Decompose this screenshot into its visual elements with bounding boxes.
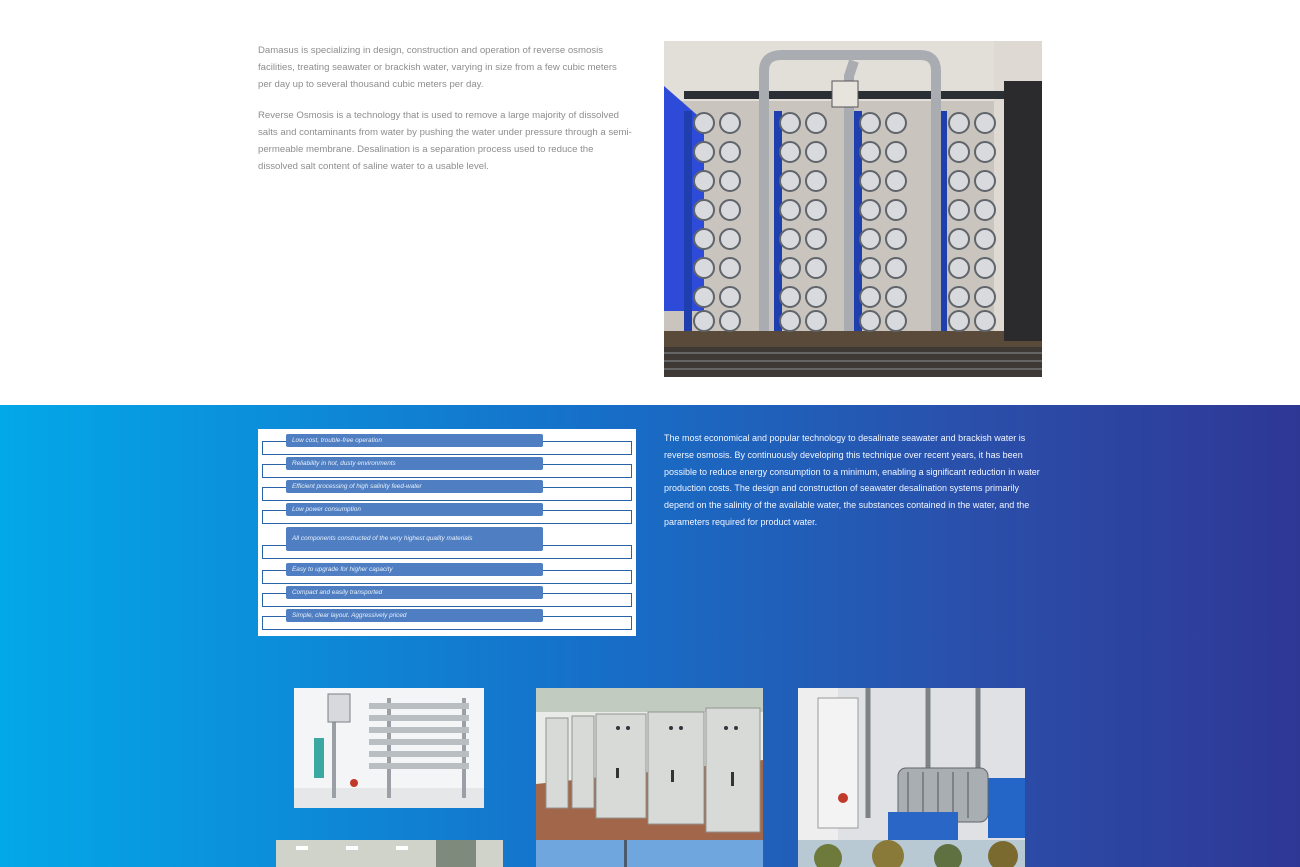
outdoor-site-photo	[536, 840, 763, 867]
feature-item	[262, 456, 632, 478]
feature-label: Efficient processing of high salinity feed-water	[286, 480, 543, 493]
reverse-osmosis-membrane-rack-photo	[664, 41, 1042, 377]
feature-item	[262, 502, 632, 524]
features-panel	[258, 429, 636, 636]
feature-label: Simple, clear layout. Aggressively priced	[286, 609, 543, 622]
pump-motor-photo	[798, 688, 1025, 840]
feature-item	[262, 585, 632, 607]
feature-label: Low power consumption	[286, 503, 543, 516]
facility-interior-photo	[276, 840, 503, 867]
feature-label: Easy to upgrade for higher capacity	[286, 563, 543, 576]
compact-ro-unit-photo	[294, 688, 484, 808]
feature-item	[262, 608, 632, 630]
technology-description: The most economical and popular technology to desalinate seawater and brackish water is reverse osmosis. By continuously developing this technique over recent years, it has been possible to reduce energy consumption to a minimum, enabling a significant reduction in water production costs. The design and construction of seawater desalination systems primarily depend on the salinity of the available water, the substances contained in the water, and the parameters required for product water.	[664, 433, 1040, 527]
feature-item	[262, 562, 632, 584]
intro-text	[258, 42, 633, 189]
feature-label: Low cost, trouble-free operation	[286, 434, 543, 447]
control-panels-photo	[536, 688, 763, 840]
feature-label: Reliability in hot, dusty environments	[286, 457, 543, 470]
feature-label: All components constructed of the very highest quality materials	[286, 527, 543, 551]
intro-section	[0, 0, 1300, 405]
feature-item	[262, 479, 632, 501]
trees-site-photo	[798, 840, 1025, 867]
intro-paragraph-2: Reverse Osmosis is a technology that is used to remove a large majority of dissolved salts and contaminants from water by pushing the water under pressure through a semi-permeable membrane. Desalination is a separation process used to reduce the dissolved salt content of saline water to a usable level.	[258, 110, 632, 172]
feature-label: Compact and easily transported	[286, 586, 543, 599]
feature-item	[262, 526, 632, 560]
feature-item	[262, 433, 632, 455]
intro-paragraph-1: Damasus is specializing in design, construction and operation of reverse osmosis facilities, treating seawater or brackish water, varying in size from a few cubic meters per day up to several thousand cubic meters per day.	[258, 45, 617, 90]
